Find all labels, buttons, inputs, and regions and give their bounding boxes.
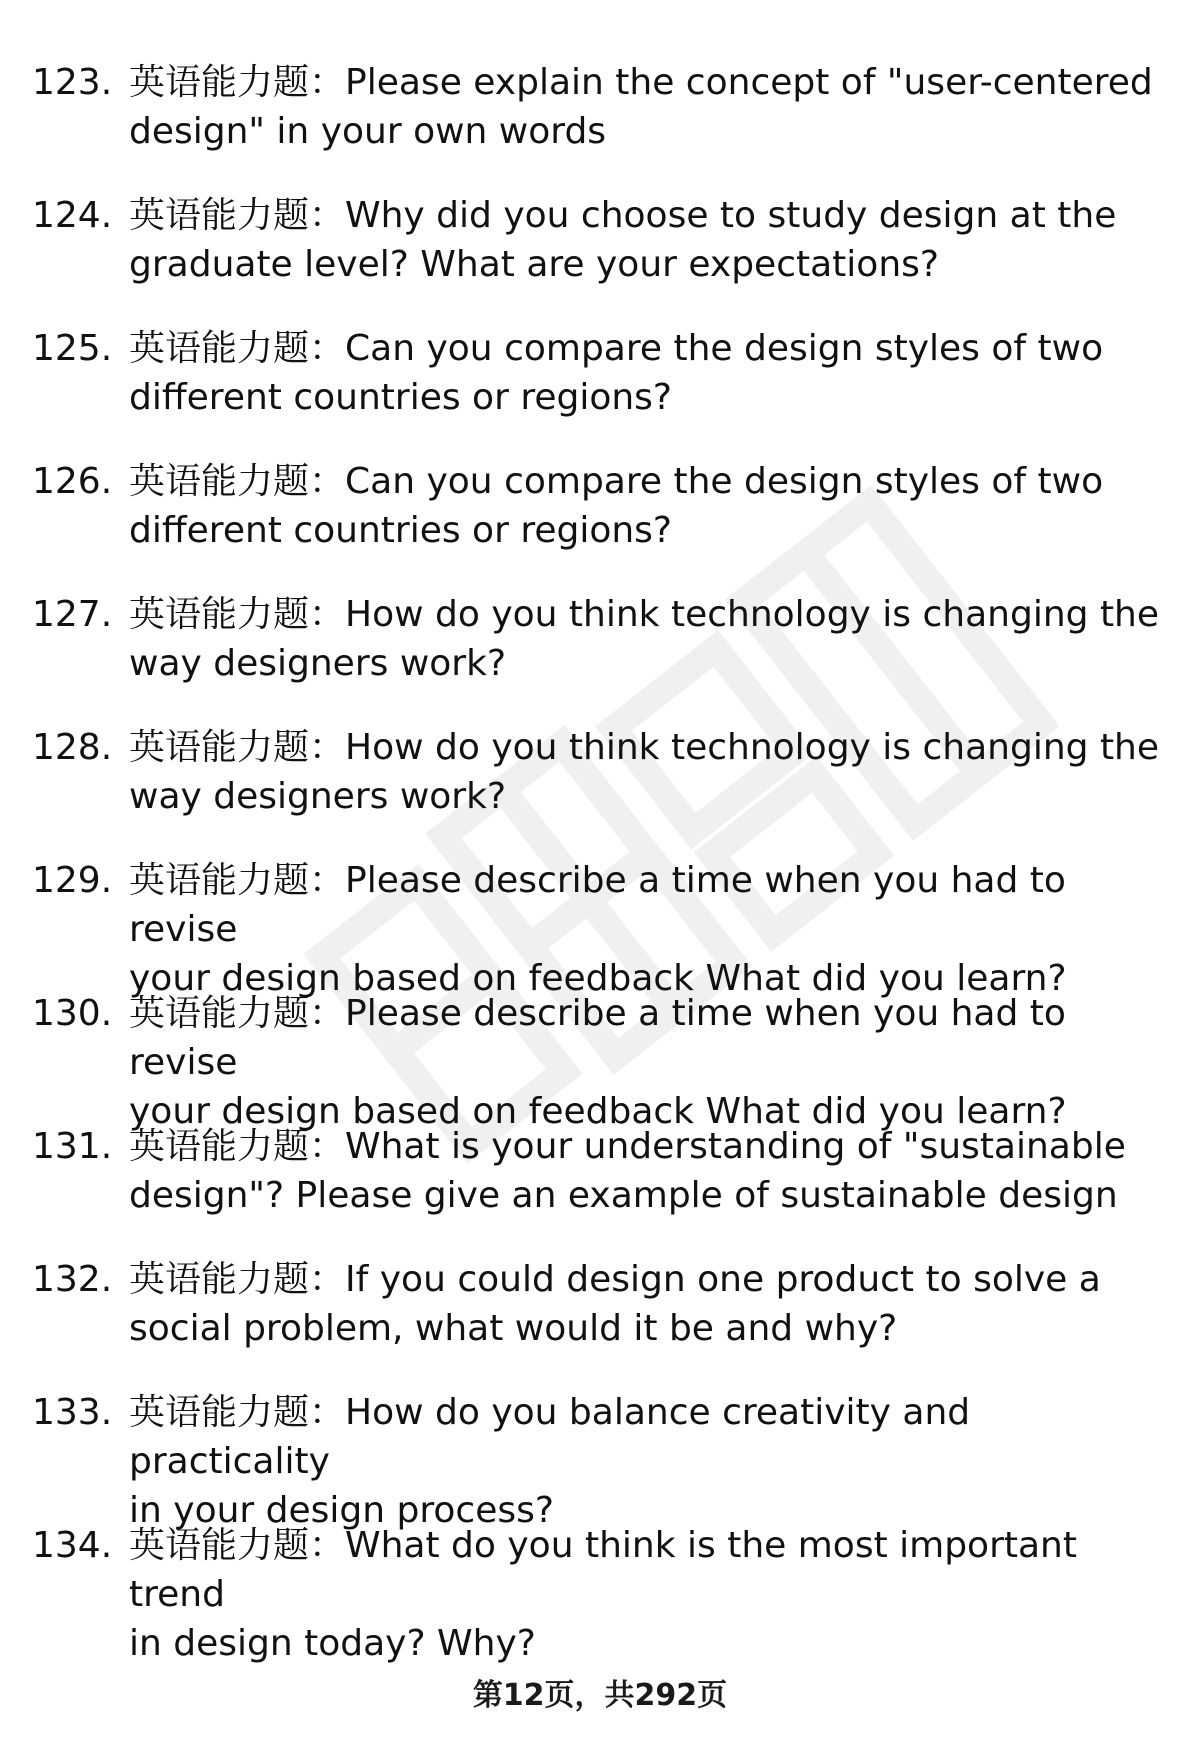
list-item xyxy=(0,989,1200,1132)
question-text xyxy=(129,191,1169,289)
question-line-2: graduate level? What are your expectations? xyxy=(129,244,939,285)
question-prefix: 英语能力题： xyxy=(129,195,346,236)
list-item xyxy=(0,1388,1200,1531)
question-number: 123. xyxy=(32,62,113,103)
question-line-1: Please describe a time when you had to revise xyxy=(129,860,1066,950)
question-line-2: your design based on feedback What did you learn? xyxy=(129,1091,1067,1132)
question-text xyxy=(129,1388,1169,1535)
question-number: 131. xyxy=(32,1126,113,1167)
list-item xyxy=(0,856,1200,999)
question-line-2: in your design process? xyxy=(129,1490,554,1531)
question-number: 124. xyxy=(32,195,113,236)
list-item xyxy=(0,324,1200,457)
question-prefix: 英语能力题： xyxy=(129,1126,346,1167)
question-prefix: 英语能力题： xyxy=(129,860,346,901)
list-item xyxy=(0,1122,1200,1255)
list-item xyxy=(0,58,1200,191)
question-prefix: 英语能力题： xyxy=(129,62,346,103)
question-number: 125. xyxy=(32,328,113,369)
question-line-1: What is your understanding of "sustainable xyxy=(345,1126,1126,1167)
list-item xyxy=(0,590,1200,723)
question-line-1: How do you balance creativity and practicality xyxy=(129,1392,971,1482)
question-line-1: If you could design one product to solve a xyxy=(345,1259,1101,1300)
question-line-1: What do you think is the most important trend xyxy=(129,1525,1077,1615)
question-number: 134. xyxy=(32,1525,113,1566)
question-number: 133. xyxy=(32,1392,113,1433)
question-line-1: How do you think technology is changing the xyxy=(345,727,1160,768)
question-number: 126. xyxy=(32,461,113,502)
question-text xyxy=(129,856,1169,1003)
question-line-1: Please explain the concept of "user-centered xyxy=(345,62,1153,103)
question-line-2: way designers work? xyxy=(129,776,507,817)
list-item xyxy=(0,1521,1200,1664)
question-text xyxy=(129,58,1169,156)
question-line-2: in design today? Why? xyxy=(129,1623,536,1664)
question-line-2: social problem, what would it be and why? xyxy=(129,1308,898,1349)
question-text xyxy=(129,1255,1169,1353)
question-line-2: design"? Please give an example of sustainable design xyxy=(129,1175,1118,1216)
question-line-1: Why did you choose to study design at the xyxy=(345,195,1117,236)
question-prefix: 英语能力题： xyxy=(129,727,346,768)
question-prefix: 英语能力题： xyxy=(129,461,346,502)
question-prefix: 英语能力题： xyxy=(129,328,346,369)
question-text xyxy=(129,590,1169,688)
question-number: 128. xyxy=(32,727,113,768)
list-item xyxy=(0,457,1200,590)
question-text xyxy=(129,457,1169,555)
list-item xyxy=(0,723,1200,856)
question-number: 130. xyxy=(32,993,113,1034)
question-line-1: Can you compare the design styles of two xyxy=(345,461,1104,502)
question-text xyxy=(129,1521,1169,1668)
page-number-footer: 第12页，共292页 xyxy=(472,1678,728,1713)
question-line-2: way designers work? xyxy=(129,643,507,684)
question-line-1: Can you compare the design styles of two xyxy=(345,328,1104,369)
question-line-2: different countries or regions? xyxy=(129,510,673,551)
question-number: 127. xyxy=(32,594,113,635)
question-number: 129. xyxy=(32,860,113,901)
question-line-1: How do you think technology is changing the xyxy=(345,594,1160,635)
question-text xyxy=(129,989,1169,1136)
question-prefix: 英语能力题： xyxy=(129,594,346,635)
question-text xyxy=(129,1122,1169,1220)
question-line-2: design" in your own words xyxy=(129,111,607,152)
question-line-1: Please describe a time when you had to revise xyxy=(129,993,1066,1083)
list-item xyxy=(0,1255,1200,1388)
question-text xyxy=(129,723,1169,821)
question-line-2: your design based on feedback What did you learn? xyxy=(129,958,1067,999)
question-prefix: 英语能力题： xyxy=(129,1392,346,1433)
list-item xyxy=(0,191,1200,324)
question-line-2: different countries or regions? xyxy=(129,377,673,418)
question-prefix: 英语能力题： xyxy=(129,993,346,1034)
question-prefix: 英语能力题： xyxy=(129,1525,346,1566)
question-text xyxy=(129,324,1169,422)
question-number: 132. xyxy=(32,1259,113,1300)
question-prefix: 英语能力题： xyxy=(129,1259,346,1300)
question-list xyxy=(0,58,1200,1664)
